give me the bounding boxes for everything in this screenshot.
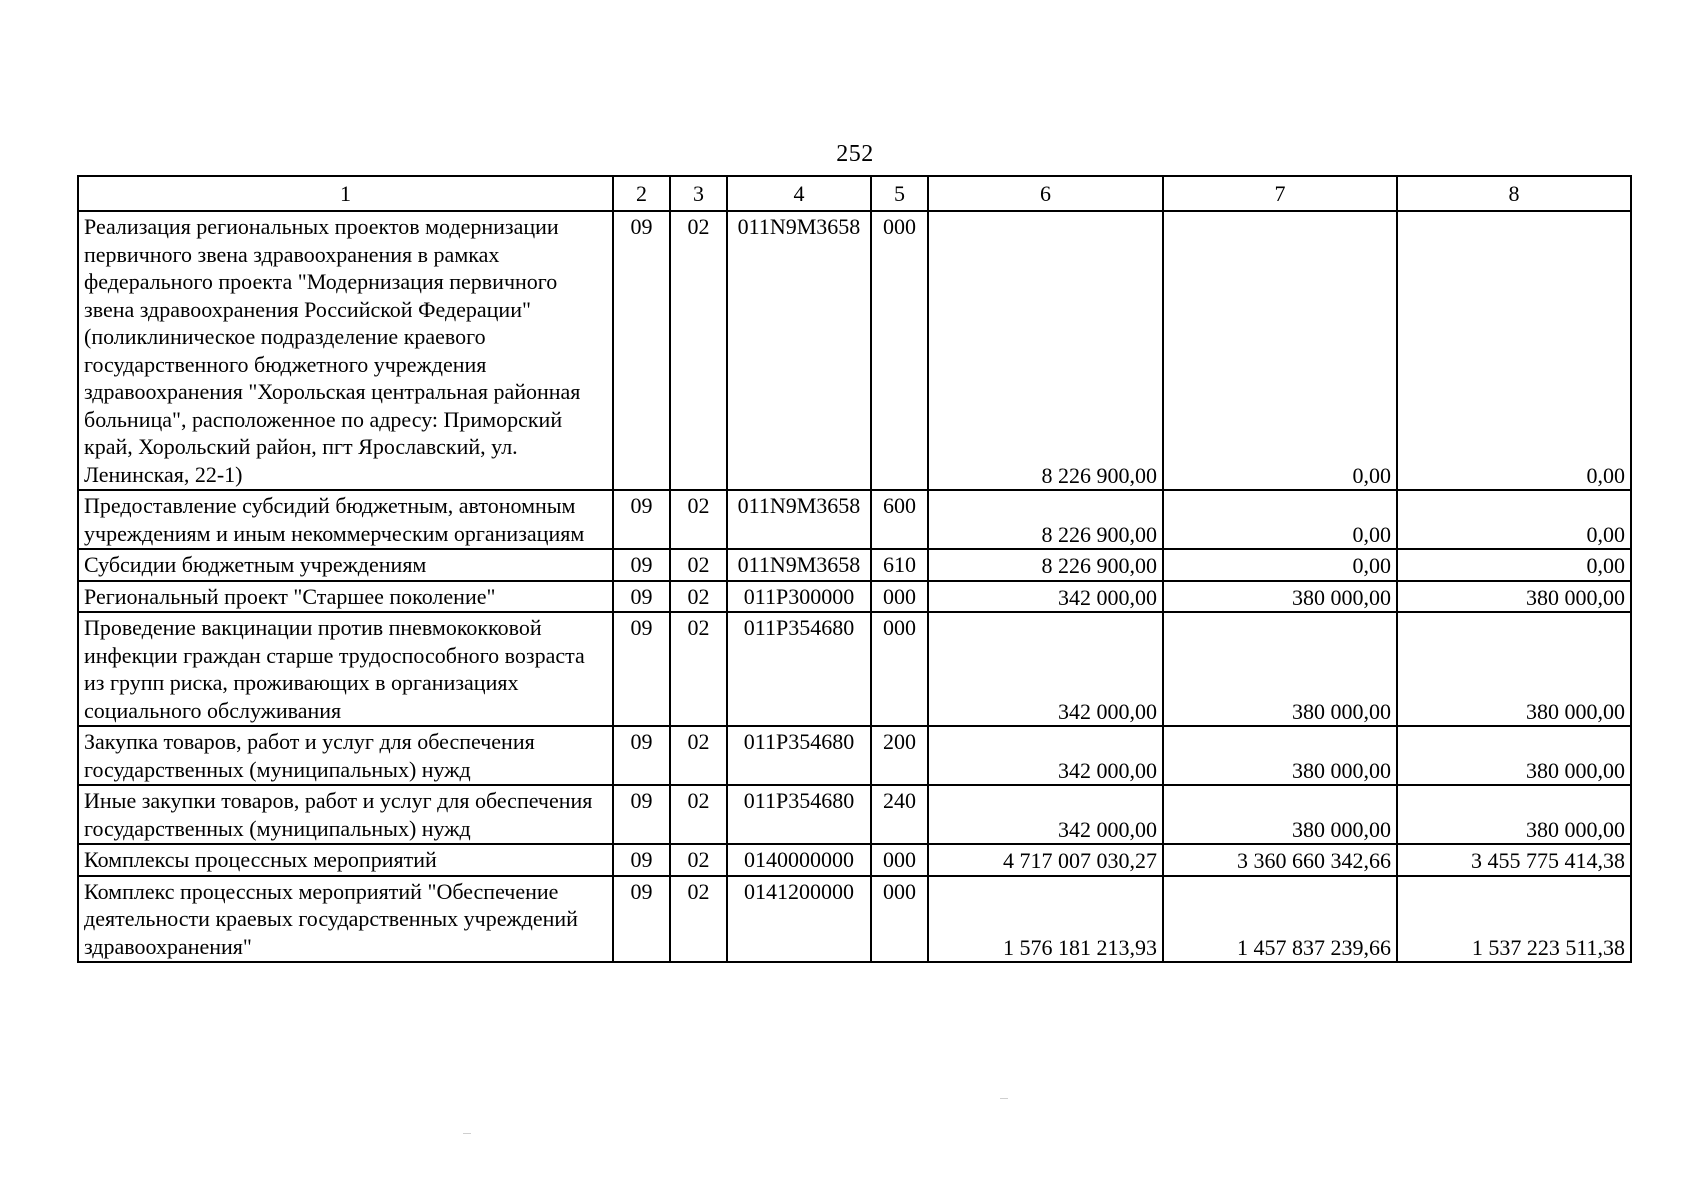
row-name: Предоставление субсидий бюджетным, автономным учреждениям и иным некоммерческим организациям (78, 490, 613, 549)
column-header: 2 (613, 176, 670, 211)
subsection-code: 02 (670, 844, 727, 876)
target-article-code: 011P354680 (727, 612, 871, 726)
section-code: 09 (613, 844, 670, 876)
scan-speck (463, 1133, 471, 1134)
column-header: 6 (928, 176, 1163, 211)
target-article-code: 0141200000 (727, 876, 871, 963)
column-header: 1 (78, 176, 613, 211)
expense-type-code: 000 (871, 581, 928, 613)
header-row (78, 176, 1631, 211)
amount-col-6: 342 000,00 (928, 785, 1163, 844)
expense-type-code: 600 (871, 490, 928, 549)
column-header: 8 (1397, 176, 1631, 211)
amount-col-8: 380 000,00 (1397, 726, 1631, 785)
amount-col-7: 380 000,00 (1163, 785, 1397, 844)
row-name: Проведение вакцинации против пневмококковой инфекции граждан старше трудоспособного возраста из групп риска, проживающих в организациях социального обслуживания (78, 612, 613, 726)
row-name: Субсидии бюджетным учреждениям (78, 549, 613, 581)
amount-col-8: 380 000,00 (1397, 785, 1631, 844)
amount-col-6: 342 000,00 (928, 581, 1163, 613)
table-row (78, 876, 1631, 963)
expense-type-code: 200 (871, 726, 928, 785)
subsection-code: 02 (670, 612, 727, 726)
table-row (78, 211, 1631, 490)
expense-type-code: 000 (871, 211, 928, 490)
section-code: 09 (613, 211, 670, 490)
row-name: Комплекс процессных мероприятий "Обеспечение деятельности краевых государственных учреждений здравоохранения" (78, 876, 613, 963)
subsection-code: 02 (670, 211, 727, 490)
target-article-code: 011P354680 (727, 726, 871, 785)
amount-col-7: 380 000,00 (1163, 581, 1397, 613)
scan-speck (1000, 1098, 1008, 1099)
amount-col-7: 0,00 (1163, 490, 1397, 549)
target-article-code: 011P300000 (727, 581, 871, 613)
expense-type-code: 000 (871, 876, 928, 963)
row-name: Иные закупки товаров, работ и услуг для обеспечения государственных (муниципальных) нужд (78, 785, 613, 844)
target-article-code: 011N9M3658 (727, 211, 871, 490)
amount-col-8: 0,00 (1397, 211, 1631, 490)
table-row (78, 844, 1631, 876)
column-header: 5 (871, 176, 928, 211)
table-row (78, 726, 1631, 785)
amount-col-6: 1 576 181 213,93 (928, 876, 1163, 963)
table-row (78, 612, 1631, 726)
subsection-code: 02 (670, 549, 727, 581)
row-name: Комплексы процессных мероприятий (78, 844, 613, 876)
amount-col-8: 3 455 775 414,38 (1397, 844, 1631, 876)
amount-col-8: 0,00 (1397, 490, 1631, 549)
target-article-code: 011N9M3658 (727, 549, 871, 581)
section-code: 09 (613, 581, 670, 613)
subsection-code: 02 (670, 490, 727, 549)
amount-col-6: 8 226 900,00 (928, 211, 1163, 490)
row-name: Региональный проект "Старшее поколение" (78, 581, 613, 613)
section-code: 09 (613, 549, 670, 581)
amount-col-6: 8 226 900,00 (928, 549, 1163, 581)
section-code: 09 (613, 490, 670, 549)
row-name: Закупка товаров, работ и услуг для обеспечения государственных (муниципальных) нужд (78, 726, 613, 785)
subsection-code: 02 (670, 581, 727, 613)
column-header: 4 (727, 176, 871, 211)
subsection-code: 02 (670, 785, 727, 844)
table-row (78, 581, 1631, 613)
amount-col-7: 3 360 660 342,66 (1163, 844, 1397, 876)
amount-col-7: 380 000,00 (1163, 726, 1397, 785)
amount-col-7: 1 457 837 239,66 (1163, 876, 1397, 963)
amount-col-7: 0,00 (1163, 549, 1397, 581)
target-article-code: 011P354680 (727, 785, 871, 844)
amount-col-7: 380 000,00 (1163, 612, 1397, 726)
subsection-code: 02 (670, 876, 727, 963)
table-row (78, 549, 1631, 581)
amount-col-8: 380 000,00 (1397, 581, 1631, 613)
section-code: 09 (613, 612, 670, 726)
amount-col-8: 1 537 223 511,38 (1397, 876, 1631, 963)
amount-col-8: 380 000,00 (1397, 612, 1631, 726)
amount-col-7: 0,00 (1163, 211, 1397, 490)
column-header: 7 (1163, 176, 1397, 211)
budget-table (77, 175, 1632, 963)
section-code: 09 (613, 785, 670, 844)
expense-type-code: 610 (871, 549, 928, 581)
section-code: 09 (613, 726, 670, 785)
expense-type-code: 240 (871, 785, 928, 844)
amount-col-6: 8 226 900,00 (928, 490, 1163, 549)
section-code: 09 (613, 876, 670, 963)
table-row (78, 785, 1631, 844)
expense-type-code: 000 (871, 844, 928, 876)
amount-col-6: 342 000,00 (928, 612, 1163, 726)
row-name: Реализация региональных проектов модернизации первичного звена здравоохранения в рамках федерального проекта "Модернизация первичного звена здравоохранения Российской Федерации" (поликлиническое подразделение краевого государственного бюджетного учреждения здравоохранения "Хорольская центральная районная больница", расположенное по адресу: Приморский край, Хорольский район, пгт Ярославский, ул. Ленинская, 22-1) (78, 211, 613, 490)
amount-col-6: 4 717 007 030,27 (928, 844, 1163, 876)
target-article-code: 0140000000 (727, 844, 871, 876)
table-row (78, 490, 1631, 549)
subsection-code: 02 (670, 726, 727, 785)
amount-col-6: 342 000,00 (928, 726, 1163, 785)
column-header: 3 (670, 176, 727, 211)
expense-type-code: 000 (871, 612, 928, 726)
target-article-code: 011N9M3658 (727, 490, 871, 549)
amount-col-8: 0,00 (1397, 549, 1631, 581)
page-number: 252 (836, 141, 874, 167)
